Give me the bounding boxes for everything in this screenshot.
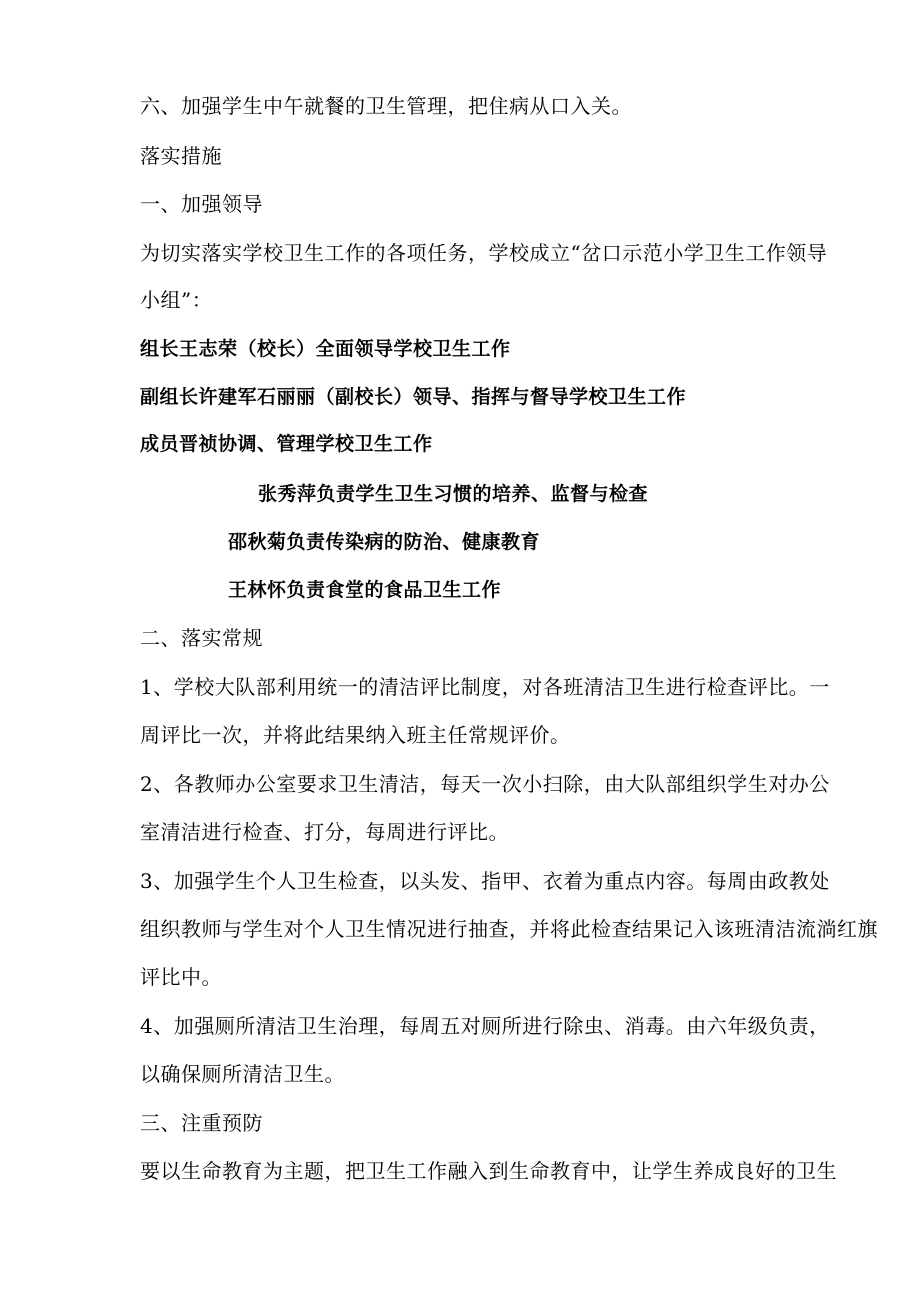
deputy-leader-line: 副组长许建军石丽丽（副校长）领导、指挥与督导学校卫生工作: [140, 386, 687, 408]
paragraph-line: 周评比一次，并将此结果纳入班主任常规评价。: [140, 723, 571, 747]
paragraph-line: 要以生命教育为主题，把卫生工作融入到生命教育中，让学生养成良好的卫生: [140, 1159, 837, 1183]
member-line: 成员晋祯协调、管理学校卫生工作: [140, 433, 433, 455]
paragraph-line: 4、加强厕所清洁卫生治理，每周五对厕所进行除虫、消毒。由六年级负责，: [140, 1014, 830, 1038]
group-leader-line: 组长王志荣（校长）全面领导学校卫生工作: [140, 338, 511, 360]
paragraph-line: 为切实落实学校卫生工作的各项任务，学校成立“岔口示范小学卫生工作领导: [140, 241, 828, 265]
heading-implementation-measures: 落实措施: [140, 144, 222, 168]
paragraph-line: 小组”：: [140, 288, 213, 312]
paragraph-line: 2、各教师办公室要求卫生清洁，每天一次小扫除，由大队部组织学生对办公: [140, 772, 830, 796]
section-heading-prevention: 三、注重预防: [140, 1111, 263, 1135]
paragraph-line: 评比中。: [140, 965, 222, 989]
paragraph-line: 组织教师与学生对个人卫生情况进行抽查，并将此检查结果记入该班清洁流淌红旗: [140, 917, 878, 941]
paragraph-line: 1、学校大队部利用统一的清洁评比制度，对各班清洁卫生进行检查评比。一: [140, 675, 830, 699]
member-line: 邵秋菊负责传染病的防治、健康教育: [228, 531, 541, 553]
section-heading-leadership: 一、加强领导: [140, 192, 263, 216]
paragraph-line: 3、加强学生个人卫生检查，以头发、指甲、衣着为重点内容。每周由政教处: [140, 869, 830, 893]
item-six-lunch-hygiene: 六、加强学生中午就餐的卫生管理，把住病从口入关。: [140, 94, 632, 118]
paragraph-line: 以确保厕所清洁卫生。: [140, 1062, 345, 1086]
section-heading-routine: 二、落实常规: [140, 626, 263, 650]
member-line: 张秀萍负责学生卫生习惯的培养、监督与检查: [258, 483, 649, 505]
paragraph-line: 室清洁进行检查、打分，每周进行评比。: [140, 820, 509, 844]
member-line: 王林怀负责食堂的食品卫生工作: [228, 579, 502, 601]
